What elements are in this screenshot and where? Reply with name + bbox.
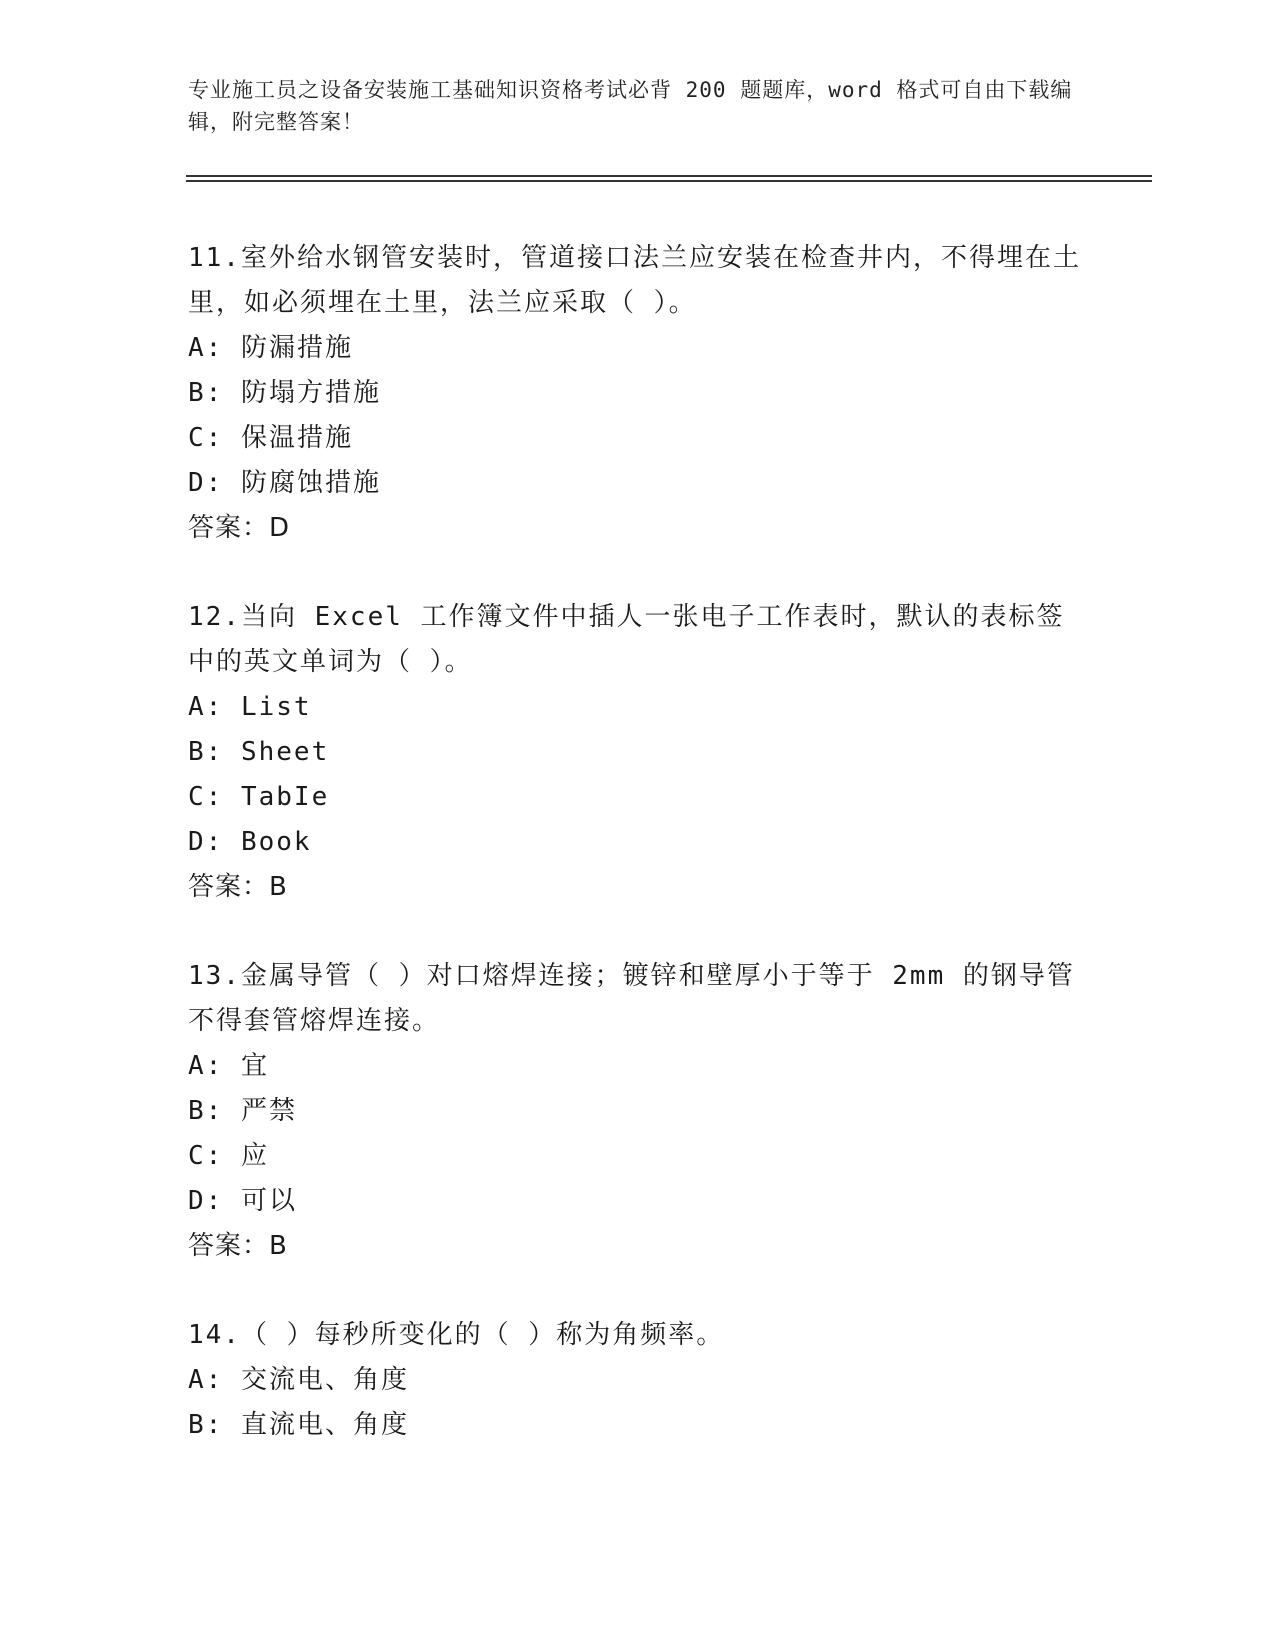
- option-d: D: 防腐蚀措施: [188, 468, 381, 498]
- option-list: [188, 326, 1088, 506]
- question-stem: 11.室外给水钢管安装时，管道接口法兰应安装在检查井内，不得埋在土里，如必须埋在土里，法兰应采取（ ）。: [188, 243, 1081, 318]
- option-c: C: 保温措施: [188, 423, 353, 453]
- option-d: D: Book: [188, 827, 312, 857]
- option-list: [188, 1358, 1088, 1448]
- option-b: B: Sheet: [188, 737, 330, 767]
- answer-line: 答案：B: [188, 872, 288, 902]
- question-stem: 12.当向 Excel 工作簿文件中插人一张电子工作表时，默认的表标签中的英文单词为（ ）。: [188, 602, 1065, 677]
- question-item: [188, 954, 1088, 1269]
- option-a: A: 宜: [188, 1051, 269, 1081]
- header-divider: [186, 175, 1152, 182]
- question-item: [188, 236, 1088, 551]
- question-stem: 14.（ ）每秒所变化的（ ）称为角频率。: [188, 1320, 725, 1350]
- answer-line: 答案：D: [188, 513, 291, 543]
- option-a: A: 交流电、角度: [188, 1365, 409, 1395]
- option-b: B: 直流电、角度: [188, 1410, 409, 1440]
- option-a: A: List: [188, 692, 312, 722]
- option-list: [188, 685, 1088, 865]
- option-list: [188, 1044, 1088, 1224]
- option-b: B: 严禁: [188, 1096, 297, 1126]
- option-a: A: 防漏措施: [188, 333, 353, 363]
- question-item: [188, 595, 1088, 910]
- option-c: C: TabIe: [188, 782, 330, 812]
- question-stem: 13.金属导管（ ）对口熔焊连接；镀锌和壁厚小于等于 2mm 的钢导管不得套管熔焊连接。: [188, 961, 1075, 1036]
- option-c: C: 应: [188, 1141, 269, 1171]
- question-item: [188, 1313, 1088, 1448]
- answer-line: 答案：B: [188, 1231, 288, 1261]
- question-list: [188, 236, 1088, 1492]
- option-d: D: 可以: [188, 1186, 297, 1216]
- document-header: 专业施工员之设备安装施工基础知识资格考试必背 200 题题库，word 格式可自由下载编辑，附完整答案！: [188, 78, 1073, 134]
- option-b: B: 防塌方措施: [188, 378, 381, 408]
